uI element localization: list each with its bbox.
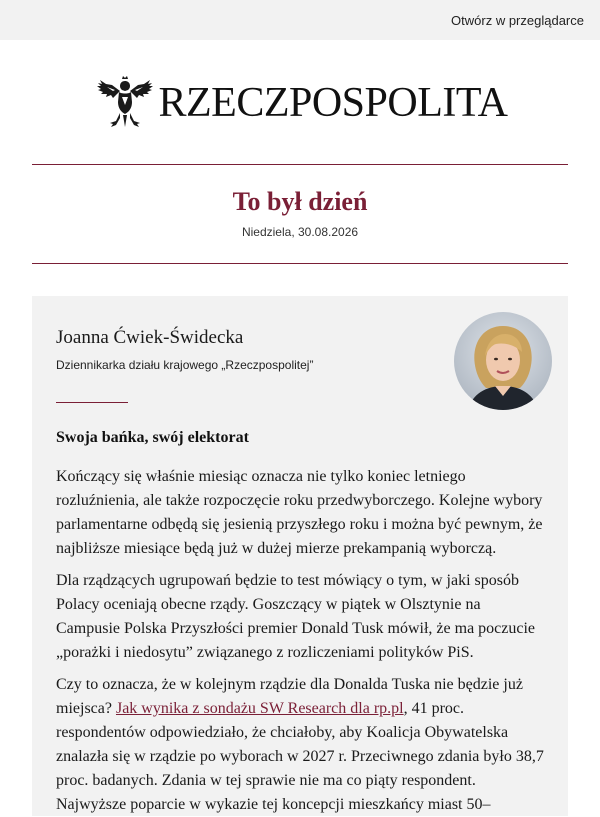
topbar — [0, 0, 600, 40]
author-role: Dziennikarka działu krajowego „Rzeczpospolitej” — [56, 358, 314, 372]
article-paragraph: Dla rządzących ugrupowań będzie to test mówiący o tym, w jaki sposób Polacy oceniają obecne rządy. Goszczący w piątek w Olsztynie na Campusie Polska Przyszłości premier Donald Tusk mówił, że ma poczucie „porażki i niedosytu” związanego z rozliczeniami polityków PiS. — [56, 572, 536, 661]
logo[interactable] — [93, 75, 508, 131]
article-title: Swoja bańka, swój elektorat — [56, 429, 249, 446]
author-name: Joanna Ćwiek-Świdecka — [56, 327, 244, 348]
issue-date: Niedziela, 30.08.2026 — [241, 225, 359, 239]
paragraph-text: , 41 proc. respondentów odpowiedziało, że chciałoby, aby Koalicja Obywatelska znalazła się w rządzie po wyborach w 2027 r. Przeciwnego zdania było 38,7 proc. badanych. Zdania w tej sprawie nie ma co piąty respondent. — [56, 700, 544, 789]
header-bottom-rule — [32, 263, 568, 264]
article-card — [32, 296, 568, 816]
article-paragraph: Najwyższe poparcie w wykazie tej koncepcji mieszkańcy miast 50– — [56, 796, 491, 813]
open-in-browser-link[interactable]: Otwórz w przeglądarce — [451, 12, 584, 28]
survey-link[interactable]: Jak wynika z sondażu SW Research dla rp.pl — [115, 700, 404, 717]
masthead — [0, 40, 600, 164]
logo-text: RZECZPOSPOLITA — [158, 80, 508, 126]
eagle-icon — [93, 75, 157, 131]
article-paragraph — [56, 673, 544, 793]
article-paragraph: Kończący się właśnie miesiąc oznacza nie tylko koniec letniego rozluźnienia, ale także rozpoczęcie roku przedwyborczego. Kolejne wybory parlamentarne odbędą się jesienią przyszłego roku i można być pewnym, że najbliższe miesiące będą już w dużej mierze prekampanią wyborczą. — [56, 468, 543, 557]
author-avatar — [454, 312, 552, 410]
paragraph-text: Czy to oznacza, że w kolejnym rządzie dla Donalda Tuska nie będzie już miejsca? — [56, 676, 523, 717]
newsletter-header — [0, 165, 600, 263]
author-divider — [56, 402, 128, 403]
page-title: To był dzień — [232, 187, 368, 216]
